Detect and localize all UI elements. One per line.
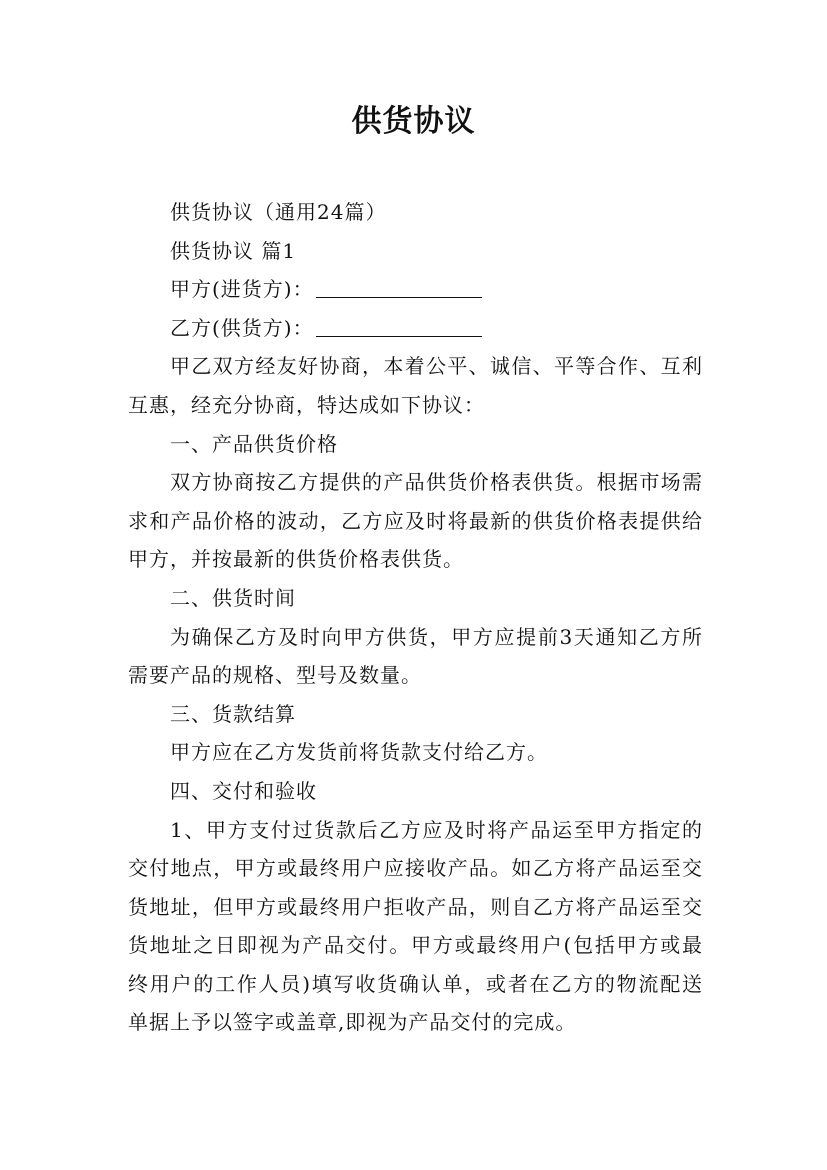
party-b-line [128, 309, 703, 348]
subtitle-paragraph: 供货协议（通用24篇） [170, 200, 387, 224]
body-paragraph: 双方协商按乙方提供的产品供货价格表供货。根据市场需求和产品价格的波动，乙方应及时将最新的供货价格表提供给甲方，并按最新的供货价格表供货。 [128, 470, 703, 572]
body-paragraph: 1、甲方支付过货款后乙方应及时将产品运至甲方指定的交付地点，甲方或最终用户应接收产品。如乙方将产品运至交货地址，但甲方或最终用户拒收产品，则自乙方将产品运至交货地址之日即视为产品交付。甲方或最终用户(包括甲方或最终用户的工作人员)填写收货确认单，或者在乙方的物流配送单据上予以签字或盖章,即视为产品交付的完成。 [128, 817, 703, 1035]
clause-heading: 二、供货时间 [170, 585, 296, 610]
clause-heading: 一、产品供货价格 [170, 431, 338, 456]
section-heading: 供货协议 篇1 [170, 238, 297, 263]
party-a-blank-field [316, 275, 482, 298]
party-b-label: 乙方(供货方)： [170, 315, 314, 340]
party-b-blank-field [316, 314, 482, 337]
party-a-line [128, 270, 703, 309]
party-a-label: 甲方(进货方)： [170, 277, 314, 302]
body-paragraph: 甲方应在乙方发货前将货款支付给乙方。 [170, 740, 548, 765]
document-title: 供货协议 [351, 104, 476, 139]
clause-heading: 三、货款结算 [170, 701, 296, 726]
clause-heading: 四、交付和验收 [170, 778, 317, 803]
body-paragraph: 甲乙双方经友好协商，本着公平、诚信、平等合作、互利互惠，经充分协商，特达成如下协议： [128, 354, 703, 417]
body-paragraph: 为确保乙方及时向甲方供货，甲方应提前3天通知乙方所需要产品的规格、型号及数量。 [128, 624, 703, 688]
document-body [128, 193, 703, 1042]
